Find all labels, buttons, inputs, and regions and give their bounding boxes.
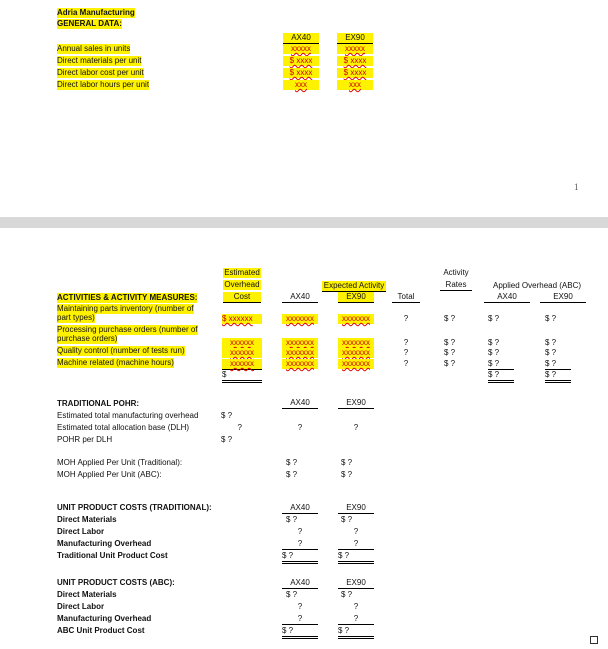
general-value: $ xxxx — [337, 68, 373, 78]
activity-col-ex90: EX90 — [338, 292, 374, 303]
applied-ax40: $ ? — [488, 348, 500, 357]
pohr-value: $ ? — [221, 411, 233, 420]
activity-cost: xxxxxx — [222, 348, 262, 358]
general-value: xxxxx — [337, 44, 373, 54]
pohr-ax40-value: ? — [297, 423, 303, 432]
unit-abc-ex90-total: $ ? — [338, 626, 374, 639]
unit-abc-ex90: ? — [353, 602, 359, 611]
activity-row-label: Maintaining parts inventory (number of — [57, 304, 194, 313]
applied-ex90: $ ? — [545, 314, 557, 323]
unit-trad-label: Manufacturing Overhead — [57, 539, 152, 548]
activity-col-ax40: AX40 — [282, 292, 318, 303]
activity-cost: xxxxxx — [222, 359, 262, 370]
pohr-heading: TRADITIONAL POHR: — [57, 399, 140, 408]
unit-abc-ax40: ? — [282, 614, 318, 625]
unit-abc-label: ABC Unit Product Cost — [57, 626, 145, 635]
general-row-label: Direct materials per unit — [57, 56, 142, 65]
activity-ex90: xxxxxxx — [338, 359, 374, 369]
activity-cost-total: $ — [222, 370, 262, 383]
activity-total: ? — [403, 359, 409, 368]
applied-ax40-total: $ ? — [488, 370, 514, 383]
activity-rate: $ ? — [444, 314, 456, 323]
moh-ex90: $ ? — [341, 470, 353, 479]
activity-rate: $ ? — [444, 348, 456, 357]
activity-rate: $ ? — [444, 338, 456, 347]
pohr-value: ? — [237, 423, 242, 432]
activity-total: ? — [403, 314, 409, 323]
general-value: $ xxxx — [283, 68, 319, 78]
activity-row-label: Machine related (machine hours) — [57, 358, 174, 367]
unit-trad-ex90: ? — [338, 539, 374, 550]
page-1 — [0, 0, 608, 217]
activity-ax40: xxxxxxx — [282, 338, 318, 348]
est-overhead-header-1: Estimated — [224, 268, 260, 277]
pohr-row-label: Estimated total manufacturing overhead — [57, 411, 199, 420]
moh-row-label: MOH Applied Per Unit (Traditional): — [57, 458, 183, 467]
unit-trad-label: Traditional Unit Product Cost — [57, 551, 168, 560]
activity-ex90: xxxxxxx — [338, 348, 374, 358]
unit-abc-col-ex90: EX90 — [338, 578, 374, 589]
unit-trad-col-ex90: EX90 — [338, 503, 374, 514]
page-gap — [0, 217, 608, 228]
general-col-ex90: EX90 — [337, 33, 373, 44]
applied-ex90: $ ? — [545, 338, 557, 347]
unit-trad-heading: UNIT PRODUCT COSTS (TRADITIONAL): — [57, 503, 212, 512]
applied-col-ex90: EX90 — [540, 292, 586, 303]
unit-trad-ex90: $ ? — [341, 515, 353, 524]
moh-ax40: $ ? — [286, 458, 298, 467]
general-row-label: Annual sales in units — [57, 44, 131, 53]
unit-trad-ax40-total: $ ? — [282, 551, 318, 564]
activity-ax40: xxxxxxx — [282, 348, 318, 358]
unit-trad-label: Direct Materials — [57, 515, 117, 524]
activity-col-total: Total — [392, 292, 420, 303]
general-row-label: Direct labor cost per unit — [57, 68, 144, 77]
page-number: 1 — [574, 182, 579, 192]
activity-cost: $ xxxxxx — [222, 314, 262, 324]
general-data-heading: GENERAL DATA: — [57, 19, 122, 28]
expected-activity-header: Expected Activity — [323, 281, 385, 290]
activity-ax40: xxxxxxx — [282, 314, 318, 324]
applied-ax40: $ ? — [488, 314, 500, 323]
activity-rates-header-2: Rates — [440, 280, 472, 291]
applied-abc-header: Applied Overhead (ABC) — [493, 281, 582, 290]
pohr-value: $ ? — [221, 435, 233, 444]
unit-abc-heading: UNIT PRODUCT COSTS (ABC): — [57, 578, 175, 587]
activity-row-label: Processing purchase orders (number of — [57, 325, 198, 334]
unit-trad-ex90: ? — [353, 527, 359, 536]
general-col-ax40: AX40 — [283, 33, 319, 44]
activity-rates-header-1: Activity — [443, 268, 469, 277]
unit-abc-ex90: $ ? — [341, 590, 353, 599]
general-value: xxxxx — [283, 44, 319, 54]
unit-abc-ax40: ? — [297, 602, 303, 611]
general-row-label: Direct labor hours per unit — [57, 80, 150, 89]
activity-total: ? — [403, 338, 409, 347]
unit-trad-ex90-total: $ ? — [338, 551, 374, 564]
unit-trad-label: Direct Labor — [57, 527, 105, 536]
applied-ax40: $ ? — [488, 359, 514, 370]
moh-ax40: $ ? — [286, 470, 298, 479]
pohr-row-label: POHR per DLH — [57, 435, 113, 444]
est-overhead-header-2: Overhead — [224, 280, 260, 289]
pohr-col-ex90: EX90 — [338, 398, 374, 409]
unit-abc-ax40-total: $ ? — [282, 626, 318, 639]
applied-ex90: $ ? — [545, 348, 557, 357]
activity-row-label-cont: purchase orders) — [57, 334, 118, 343]
est-overhead-header-3: Cost — [223, 292, 261, 303]
pohr-row-label: Estimated total allocation base (DLH) — [57, 423, 190, 432]
unit-trad-ax40: $ ? — [286, 515, 298, 524]
activity-heading: ACTIVITIES & ACTIVITY MEASURES: — [57, 293, 198, 302]
unit-abc-label: Direct Materials — [57, 590, 117, 599]
pohr-col-ax40: AX40 — [282, 398, 318, 409]
pohr-ex90-value: ? — [353, 423, 359, 432]
unit-abc-ex90: ? — [338, 614, 374, 625]
unit-abc-label: Direct Labor — [57, 602, 105, 611]
activity-rate: $ ? — [444, 359, 456, 368]
activity-row-label: Quality control (number of tests run) — [57, 346, 185, 355]
unit-trad-ax40: ? — [297, 527, 303, 536]
unit-trad-ax40: ? — [282, 539, 318, 550]
moh-row-label: MOH Applied Per Unit (ABC): — [57, 470, 162, 479]
applied-ex90: $ ? — [545, 359, 571, 370]
general-value: $ xxxx — [337, 56, 373, 66]
applied-ax40: $ ? — [488, 338, 500, 347]
activity-ex90: xxxxxxx — [338, 314, 374, 324]
unit-abc-ax40: $ ? — [286, 590, 298, 599]
moh-ex90: $ ? — [341, 458, 353, 467]
activity-ex90: xxxxxxx — [338, 338, 374, 348]
applied-col-ax40: AX40 — [484, 292, 530, 303]
activity-cost: xxxxxx — [222, 338, 262, 348]
company-name: Adria Manufacturing — [57, 8, 135, 17]
unit-trad-col-ax40: AX40 — [282, 503, 318, 514]
activity-total: ? — [403, 348, 409, 357]
general-value: xxx — [337, 80, 373, 90]
unit-abc-label: Manufacturing Overhead — [57, 614, 152, 623]
unit-abc-col-ax40: AX40 — [282, 578, 318, 589]
general-value: xxx — [283, 80, 319, 90]
activity-ax40: xxxxxxx — [282, 359, 318, 369]
general-value: $ xxxx — [283, 56, 319, 66]
activity-row-label-cont: part types) — [57, 313, 95, 322]
corner-checkbox-icon[interactable] — [590, 636, 598, 644]
applied-ex90-total: $ ? — [545, 370, 571, 383]
